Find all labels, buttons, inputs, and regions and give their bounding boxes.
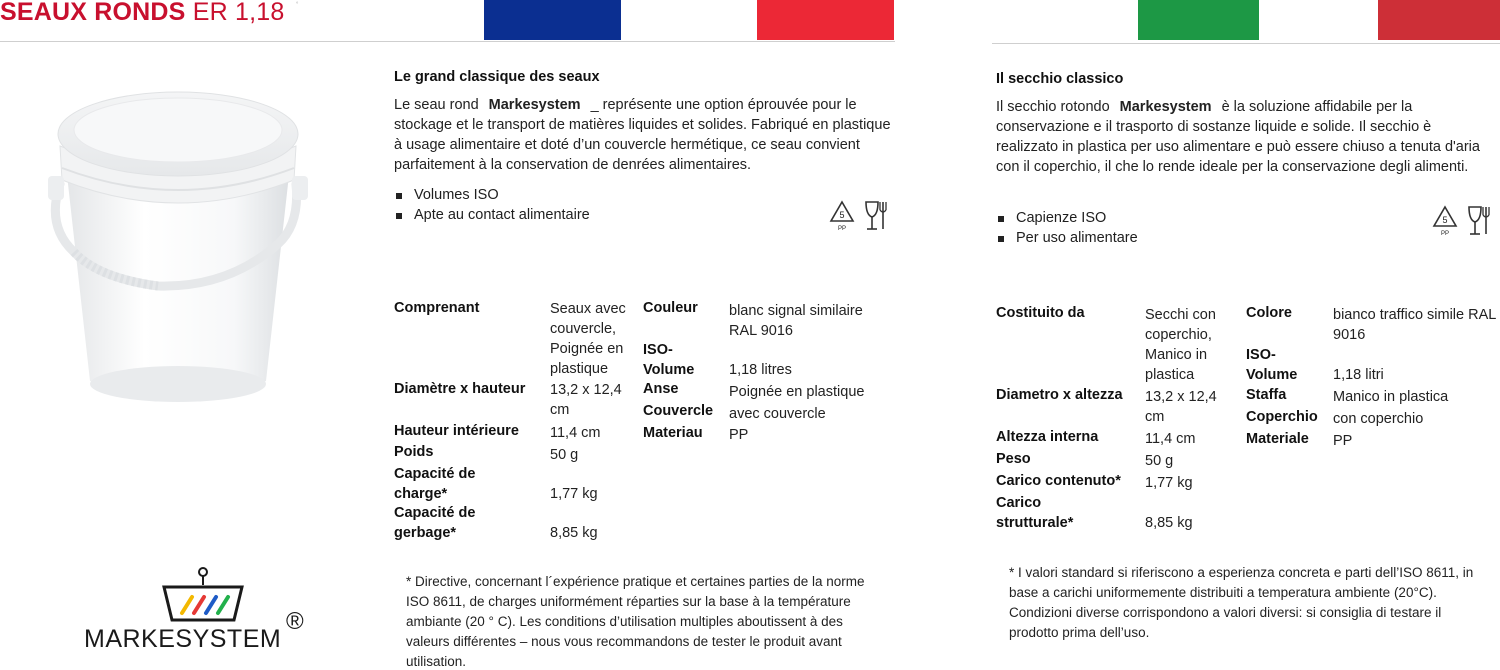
glass-fork-icon: [1469, 207, 1489, 234]
it-spec-carico-strutturale-label: Carico strutturale*: [996, 495, 1074, 531]
fr-spec-couleur-value: blanc signal similaire RAL 9016: [729, 303, 863, 339]
it-heading: Il secchio classico: [996, 71, 1124, 87]
it-spec-carico-contenuto-value: 1,77 kg: [1145, 475, 1193, 491]
fr-spec-charge-label: Capacité de charge*: [394, 466, 476, 502]
fr-heading: Le grand classique des seaux: [394, 69, 600, 85]
list-item: Apte au contact alimentaire: [394, 205, 590, 225]
glass-fork-icon: [866, 202, 886, 229]
it-spec-colore-label: Colore: [1246, 305, 1292, 321]
bucket-image: [38, 76, 318, 416]
recycle-pp-icon: [831, 202, 853, 232]
flag-fr-blue: [484, 0, 621, 40]
logo-registered: ®: [286, 608, 304, 635]
fr-spec-volume-value: 1,18 litres: [729, 362, 792, 378]
recycle-pp-icon: [1434, 207, 1456, 237]
it-bullets: [996, 208, 1138, 248]
it-spec-staffa-value: Manico in plastica: [1333, 389, 1449, 405]
it-spec-materiale-label: Materiale: [1246, 431, 1309, 447]
header-rule-right: [992, 43, 1500, 44]
title-bold: SEAUX RONDS: [0, 0, 186, 26]
fr-spec-poids-value: 50 g: [550, 447, 579, 463]
fr-spec-diametre-value: 13,2 x 12,4 cm: [550, 382, 622, 418]
svg-text:5: 5: [839, 210, 845, 220]
it-spec-peso-label: Peso: [996, 451, 1031, 467]
it-spec-colore-value: bianco traffico simile RAL 9016: [1333, 307, 1496, 343]
fr-spec-materiau-label: Materiau: [643, 425, 703, 441]
it-intro: [996, 97, 1486, 177]
fr-spec-poids-label: Poids: [394, 444, 434, 460]
it-spec-altezza-label: Altezza interna: [996, 429, 1099, 445]
fr-spec-materiau-value: PP: [729, 427, 749, 443]
fr-spec-volume-label: ISO-Volume: [643, 342, 695, 378]
fr-spec-gerbage-value: 8,85 kg: [550, 525, 598, 541]
fr-spec-couleur-label: Couleur: [643, 300, 698, 316]
fr-brand: Markesystem: [488, 97, 581, 113]
it-spec-diametro-label: Diametro x altezza: [996, 387, 1123, 403]
fr-spec-anse-label: Anse: [643, 381, 679, 397]
fr-intro-before: Le seau rond: [394, 97, 479, 113]
it-intro-after: è la soluzione affidabile per la conservazione e il trasporto di sostanze liquide e solide. Il secchio è realizzato in plastica per uso alimentare e può essere chiuso a tenuta d'aria con il coperchio, il che lo rende ideale per la conservazione degli alimenti.: [996, 99, 1480, 175]
fr-spec-gerbage-label: Capacité de gerbage*: [394, 505, 476, 541]
svg-text:PP: PP: [837, 226, 847, 232]
it-spec-coperchio-value: con coperchio: [1333, 411, 1424, 427]
list-item: Capienze ISO: [996, 208, 1138, 228]
it-footnote: * I valori standard si riferiscono a esperienza concreta e parti dell’ISO 8611, in base a carichi uniformemente distribuiti a temperatura ambiente (20°C). Condizioni diverse corrispondono a valori diversi: si consiglia di testare il prodotto prima dell’uso.: [1009, 565, 1474, 640]
basket-icon: [158, 565, 248, 627]
it-spec-diametro-value: 13,2 x 12,4 cm: [1145, 389, 1217, 425]
it-spec-volume-value: 1,18 litri: [1333, 367, 1384, 383]
it-intro-before: Il secchio rotondo: [996, 99, 1110, 115]
fr-spec-anse-value: Poignée en plastique: [729, 384, 865, 400]
it-spec-altezza-value: 11,4 cm: [1145, 431, 1196, 447]
flag-fr-red: [757, 0, 894, 40]
flag-it-green: [1138, 0, 1259, 40]
it-spec-costituito-value: Secchi con coperchio, Manico in plastica: [1145, 307, 1216, 383]
logo-wordmark: MARKESYSTEM: [84, 625, 282, 653]
it-spec-materiale-value: PP: [1333, 433, 1353, 449]
fr-spec-diametre-label: Diamètre x hauteur: [394, 381, 526, 397]
fr-spec-comprenant-label: Comprenant: [394, 300, 480, 316]
fr-spec-couvercle-value: avec couvercle: [729, 406, 826, 422]
fr-certification-icons: [828, 199, 892, 233]
it-spec-coperchio-label: Coperchio: [1246, 409, 1318, 425]
header-rule-left: [0, 41, 895, 42]
markesystem-logo: [78, 565, 328, 660]
title-trademark-dot: °: [296, 2, 299, 8]
fr-bullets: [394, 185, 590, 225]
it-spec-volume-label: ISO-Volume: [1246, 347, 1298, 383]
title-rest: ER 1,18: [185, 0, 285, 26]
flag-it-red: [1378, 0, 1500, 40]
it-spec-peso-value: 50 g: [1145, 453, 1174, 469]
it-brand: Markesystem: [1119, 99, 1212, 115]
it-spec-costituito-label: Costituito da: [996, 305, 1085, 321]
it-spec-staffa-label: Staffa: [1246, 387, 1287, 403]
svg-text:5: 5: [1442, 215, 1448, 225]
fr-footnote: * Directive, concernant l´expérience pratique et certaines parties de la norme ISO 8611, de charges uniformément réparties sur la base à la température ambiante (20 ° C). Les conditions d’utilisation multiples aboutissent à des valeurs différentes – nous vous recommandons de tester le produit avant utilisation.: [406, 574, 865, 669]
page-title: [0, 0, 284, 27]
it-spec-carico-contenuto-label: Carico contenuto*: [996, 473, 1121, 489]
fr-spec-hauteur-label: Hauteur intérieure: [394, 423, 519, 439]
list-item: Per uso alimentare: [996, 228, 1138, 248]
fr-intro-after: _ représente une option éprouvée pour le stockage et le transport de matières liquides et solides. Fabriqué en plastique à usage alimentaire et doté d’un couvercle hermétique, ce seau convient parfaitement à la conservation de denrées alimentaires.: [394, 97, 891, 173]
fr-spec-comprenant-value: Seaux avec couvercle, Poignée en plastique: [550, 301, 626, 377]
fr-spec-charge-value: 1,77 kg: [550, 486, 598, 502]
fr-spec-hauteur-value: 11,4 cm: [550, 425, 601, 441]
it-spec-carico-strutturale-value: 8,85 kg: [1145, 515, 1193, 531]
list-item: Volumes ISO: [394, 185, 590, 205]
svg-text:PP: PP: [1440, 231, 1450, 237]
fr-intro: [394, 95, 894, 175]
it-certification-icons: [1431, 204, 1495, 238]
fr-spec-couvercle-label: Couvercle: [643, 403, 714, 419]
